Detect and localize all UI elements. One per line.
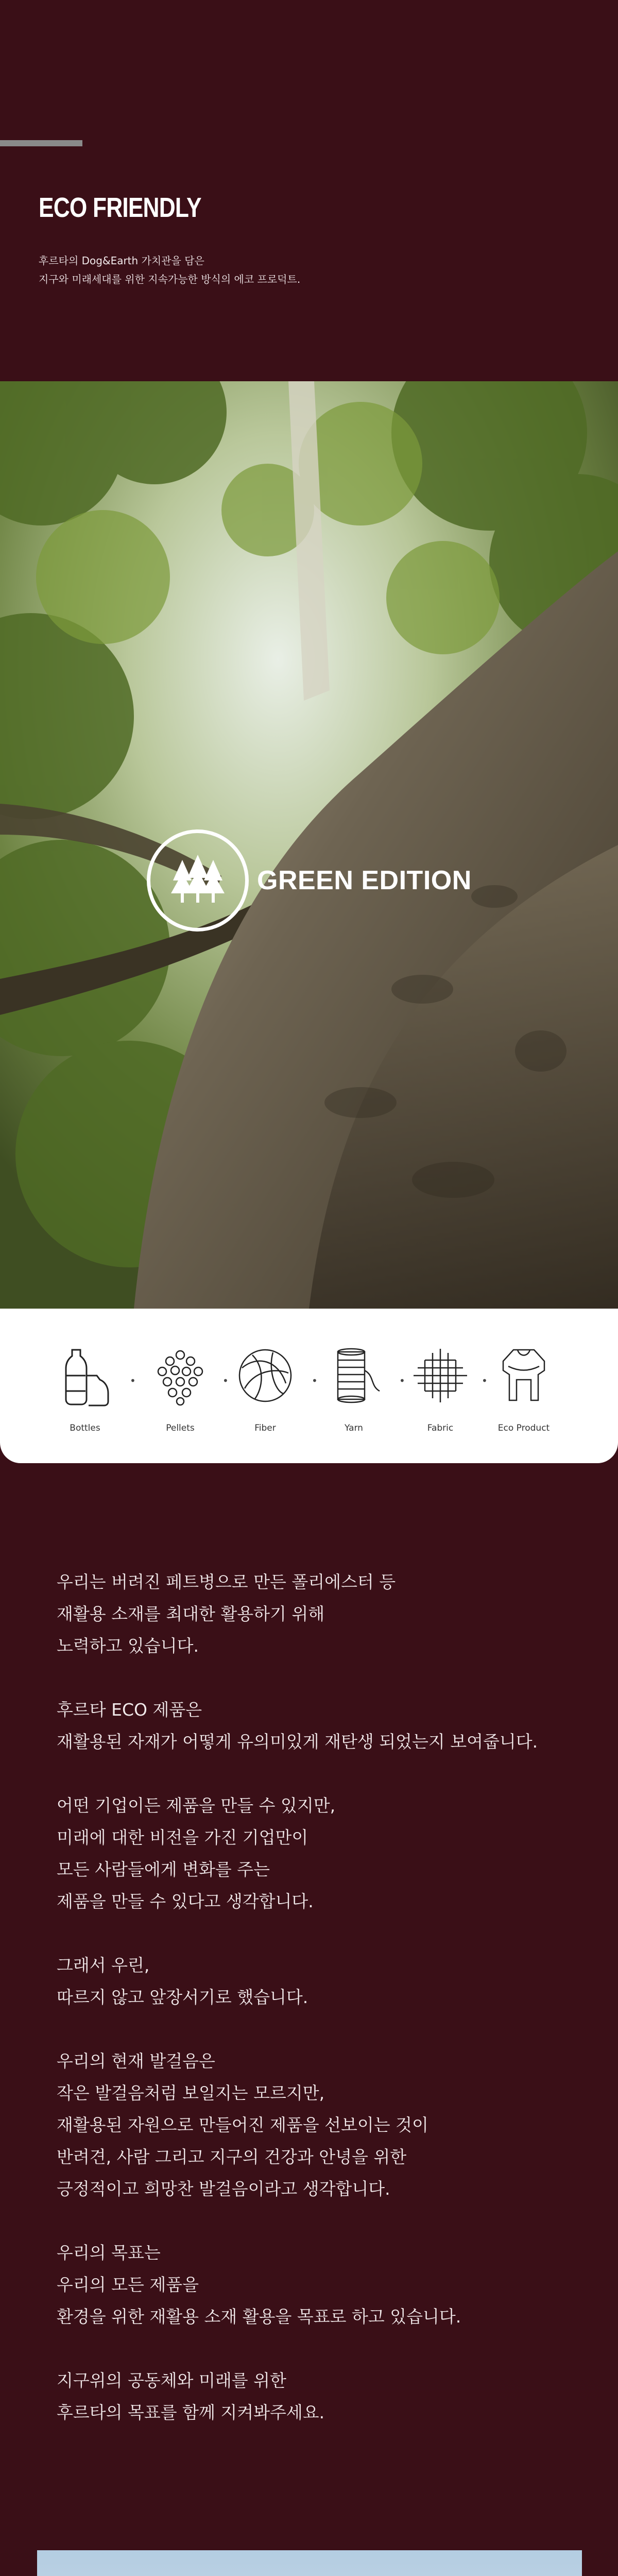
process-step-fiber	[227, 1345, 304, 1433]
story-paragraph	[57, 2045, 572, 2205]
header-accent-bar	[0, 140, 82, 146]
story-line: 어떤 기업이든 제품을 만들 수 있지만,	[57, 1795, 336, 1816]
story-line: 따르지 않고 앞장서기로 했습니다.	[57, 1987, 308, 2007]
step-connector: •	[482, 1375, 488, 1387]
bottles-icon	[46, 1345, 124, 1406]
step-connector: •	[399, 1375, 405, 1387]
story-line: 재활용 소재를 최대한 활용하기 위해	[57, 1604, 325, 1624]
step-label: Eco Product	[497, 1423, 550, 1433]
page-title: ECO FRIENDLY	[39, 192, 201, 223]
story-line: 작은 발걸음처럼 보일지는 모르지만,	[57, 2083, 325, 2103]
green-edition-text: GREEN EDITION	[257, 866, 472, 895]
step-connector: •	[130, 1375, 136, 1387]
process-step-yarn	[315, 1345, 392, 1433]
story-line: 그래서 우린,	[57, 1955, 150, 1975]
story-line: 우리의 현재 발걸음은	[57, 2051, 215, 2071]
story-paragraph	[57, 1694, 572, 1758]
process-step-pellets	[142, 1345, 219, 1433]
recycling-process-card	[0, 1309, 618, 1463]
story-line: 반려견, 사람 그리고 지구의 건강과 안녕을 위한	[57, 2147, 407, 2167]
step-label: Bottles	[70, 1423, 100, 1433]
story-line: 후르타의 목표를 함께 지켜봐주세요.	[57, 2402, 325, 2422]
story-line: 모든 사람들에게 변화를 주는	[57, 1859, 270, 1879]
eco-story	[57, 1566, 572, 2461]
step-label: Fabric	[427, 1423, 454, 1433]
step-connector: •	[312, 1375, 318, 1387]
dog-photo	[37, 2550, 582, 2576]
process-step-eco-product	[485, 1345, 562, 1433]
subtitle-line: 지구와 미래세대를 위한 지속가능한 방식의 에코 프로덕트.	[39, 273, 301, 285]
story-paragraph	[57, 1950, 572, 2013]
story-line: 재활용된 자재가 어떻게 유의미있게 재탄생 되었는지 보여줍니다.	[57, 1732, 538, 1752]
eco-header	[0, 0, 618, 381]
story-line: 후르타 ECO 제품은	[57, 1700, 202, 1720]
story-line: 우리는 버려진 페트병으로 만든 폴리에스터 등	[57, 1572, 396, 1592]
story-line: 재활용된 자원으로 만들어진 제품을 선보이는 것이	[57, 2115, 428, 2135]
story-line: 노력하고 있습니다.	[57, 1636, 199, 1656]
step-label: Pellets	[166, 1423, 195, 1433]
green-edition-badge	[147, 829, 472, 931]
story-paragraph	[57, 2365, 572, 2429]
story-line: 우리의 모든 제품을	[57, 2275, 199, 2295]
step-label: Fiber	[254, 1423, 276, 1433]
dog-illustration	[37, 2550, 582, 2576]
story-paragraph	[57, 1566, 572, 1662]
step-connector: •	[222, 1375, 229, 1387]
story-paragraph	[57, 2237, 572, 2333]
step-label: Yarn	[345, 1423, 363, 1433]
process-step-bottles	[46, 1345, 124, 1433]
story-line: 지구위의 공동체와 미래를 위한	[57, 2370, 286, 2391]
story-line: 미래에 대한 비전을 가진 기업만이	[57, 1827, 308, 1848]
fiber-icon	[227, 1345, 304, 1406]
story-line: 환경을 위한 재활용 소재 활용을 목표로 하고 있습니다.	[57, 2307, 461, 2327]
process-step-fabric	[402, 1345, 479, 1433]
story-line: 우리의 목표는	[57, 2243, 161, 2263]
tree-logo-icon	[147, 829, 249, 931]
header-subtitle	[39, 251, 300, 289]
subtitle-line: 후르타의 Dog&Earth 가치관을 담은	[39, 255, 204, 267]
story-paragraph	[57, 1790, 572, 1918]
fabric-icon	[402, 1345, 479, 1406]
yarn-icon	[315, 1345, 392, 1406]
dog-coat-icon	[485, 1345, 562, 1406]
story-line: 긍정적이고 희망찬 발걸음이라고 생각합니다.	[57, 2179, 390, 2199]
story-line: 제품을 만들 수 있다고 생각합니다.	[57, 1891, 314, 1911]
pellets-icon	[142, 1345, 219, 1406]
forest-photo	[0, 381, 618, 1309]
